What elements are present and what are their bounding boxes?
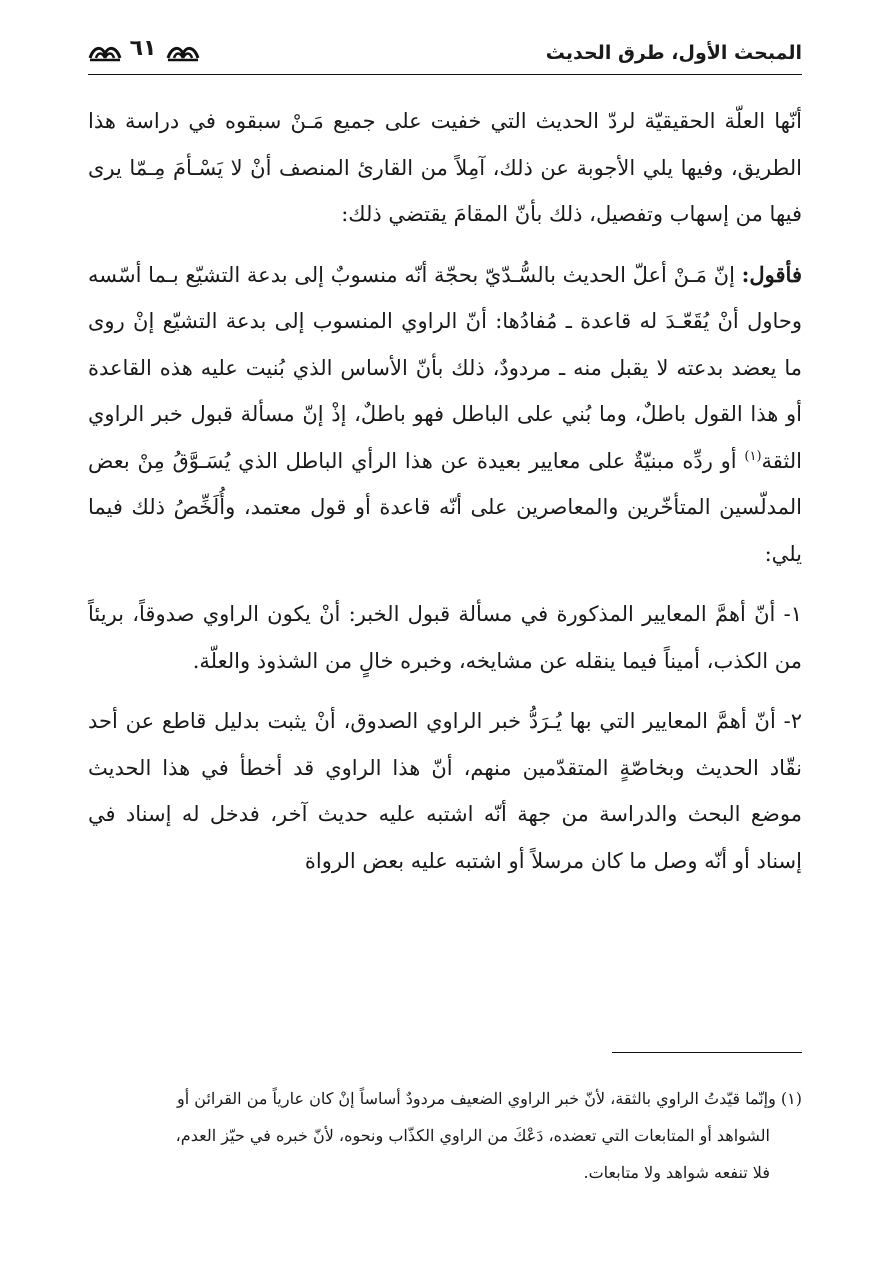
paragraph-3: ١- أنّ أهمَّ المعايير المذكورة في مسألة قبول الخبر: أنْ يكون الراوي صدوقاً، بريئاً من الكذب، أميناً فيما ينقله عن مشايخه، وخبره خالٍ من الشذوذ والعلّة. [88,602,802,673]
page-header [88,30,802,76]
footnote-line-2: الشواهد أو المتابعات التي تعضده، دَعْكَ من الراوي الكذّاب ونحوه، لأنّ خبره في حيّز العدم، [175,1126,770,1145]
main-text [88,98,802,898]
running-title: المبحث الأول، طرق الحديث [545,42,802,64]
footnote-line-1: (١) وإنّما قيّدتُ الراوي بالثقة، لأنّ خبر الراوي الضعيف مردودٌ أساساً إنْ كان عارياً من القرائن أو [177,1089,802,1108]
paragraph-4: ٢- أنّ أهمَّ المعايير التي بها يُـرَدُّ خبر الراوي الصدوق، أنْ يثبت بدليل قاطع عن أحد نقّاد الحديث وبخاصّةٍ المتقدّمين منهم، أنّ هذا الراوي قد أخطأ في هذا الحديث موضع البحث والدراسة من جهة أنّه اشتبه عليه حديث آخر، فدخل له إسناد في إسناد أو أنّه وصل ما كان مرسلاً أو اشتبه عليه بعض الرواة [88,709,802,873]
right-flourish-icon [166,42,200,64]
paragraph-2 [88,252,802,578]
footnote-reference[interactable]: (١) [744,448,762,464]
page-number: ٦١ [129,36,157,61]
lead-word: فأقول: [741,261,802,287]
footnote-line-3: فلا تنفعه شواهد ولا متابعات. [583,1163,770,1182]
footnotes [88,1080,802,1191]
paragraph-2-text-a: إنّ مَـنْ أعلّ الحديث بالسُّـدّيّ بحجّة أنّه منسوبٌ إلى بدعة التشيّع بـما أسّسه وحاول أنْ يُقَعّـدَ له قاعدة ـ مُفادُها: أنّ الراوي المنسوب إلى بدعة التشيّع إنْ روى ما يعضد بدعته لا يقبل منه ـ مردودٌ، ذلك بأنّ الأساس الذي بُنيت عليه هذه القاعدة أو هذا القول باطلٌ، وما بُني على الباطل فهو باطلٌ، إذْ إنّ مسألة قبول خبر الراوي الثقة [88,262,802,473]
header-rule [88,74,802,75]
left-flourish-icon [88,42,122,64]
footnote-separator [612,1052,802,1053]
paragraph-1: أنّها العلّة الحقيقيّة لردّ الحديث التي خفيت على جميع مَـنْ سبقوه في دراسة هذا الطريق، وفيها يلي الأجوبة عن ذلك، آمِلاً من القارئ المنصف أنْ لا يَسْـأمَ مِـمّا يرى فيها من إسهاب وتفصيل، ذلك بأنّ المقامَ يقتضي ذلك: [88,109,802,226]
page-number-ornament [88,36,200,70]
paragraph-2-text-b: أو ردِّه مبنيّةٌ على معايير بعيدة عن هذا الرأي الباطل الذي يُسَـوَّقُ مِنْ بعض المدلّسين المتأخّرين والمعاصرين على أنّه قاعدة أو قول معتمد، وأُلَخِّصُ ذلك فيما يلي: [88,448,802,566]
